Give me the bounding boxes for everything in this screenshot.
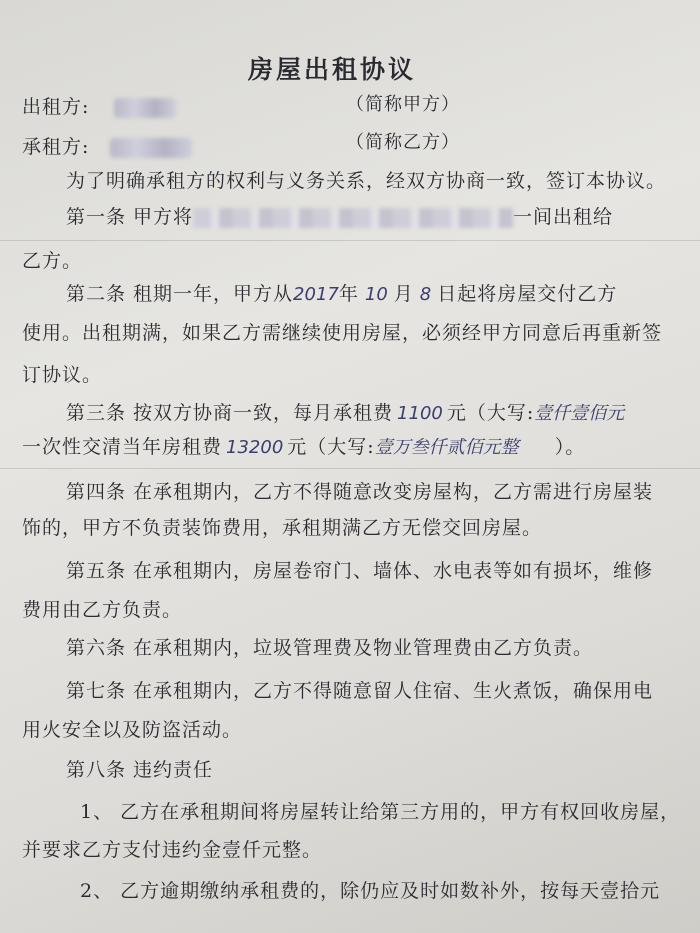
lessor-label: 出租方: <box>22 96 90 118</box>
yearly-rent: 13200 <box>226 437 284 458</box>
article-7: 第七条 在承租期内，乙方不得随意留人住宿、生火煮饭，确保用电 <box>66 680 654 702</box>
article-2 <box>66 279 617 306</box>
article-3-cont <box>22 432 585 459</box>
article-2-cont-2: 订协议。 <box>22 364 103 386</box>
article-4-cont: 饰的，甲方不负责装饰费用，承租期满乙方无偿交回房屋。 <box>22 517 543 539</box>
article-3 <box>66 398 624 425</box>
paper-fold <box>0 468 700 469</box>
article-7-cont: 用火安全以及防盗活动。 <box>22 719 243 741</box>
article-1-text-end: 一间出租给 <box>513 206 614 228</box>
paper-fold <box>0 240 700 241</box>
article-8: 第八条 违约责任 <box>66 759 214 781</box>
item-1: 1、 乙方在承租期间将房屋转让给第三方用的，甲方有权回收房屋， <box>80 801 681 823</box>
article-2-cont-1: 使用。出租期满，如果乙方需继续使用房屋，必须经甲方同意后再重新签 <box>22 322 663 344</box>
monthly-rent: 1100 <box>397 403 443 424</box>
lessee-name-redacted <box>110 138 192 158</box>
article-2-text: 第二条 租期一年，甲方从 <box>66 283 294 305</box>
lessee-label: 承租方: <box>22 136 90 158</box>
article-1-text: 第一条 甲方将 <box>66 206 194 228</box>
month-label: 月 <box>393 283 414 305</box>
monthly-rent-label: 元（大写: <box>446 402 535 424</box>
article-1 <box>66 202 613 229</box>
article-5-cont: 费用由乙方负责。 <box>22 599 183 621</box>
article-5: 第五条 在承租期内，房屋卷帘门、墙体、水电表等如有损坏，维修 <box>66 560 654 582</box>
article-6: 第六条 在承租期内，垃圾管理费及物业管理费由乙方负责。 <box>66 637 594 659</box>
item-2: 2、 乙方逾期缴纳承租费的，除仍应及时如数补外，按每天壹拾元 <box>80 880 661 902</box>
start-month: 10 <box>364 284 388 305</box>
item-1-cont: 并要求乙方支付违约金壹仟元整。 <box>22 839 323 861</box>
article-3-text-2: 一次性交清当年房租费 <box>22 436 223 458</box>
start-year: 2017 <box>293 284 339 305</box>
article-2-text-end: 日起将房屋交付乙方 <box>437 283 618 305</box>
year-label: 年 <box>338 283 359 305</box>
lessor-abbr: （简称甲方） <box>346 94 460 115</box>
preamble: 为了明确承租方的权利与义务关系，经双方协商一致，签订本协议。 <box>66 170 667 192</box>
page-title: 房屋出租协议 <box>248 55 417 84</box>
lessor-row <box>22 92 176 119</box>
article-1-cont: 乙方。 <box>22 250 83 272</box>
yearly-rent-label: 元（大写: <box>287 436 375 458</box>
article-3-close: ）。 <box>554 436 586 458</box>
lessee-abbr: （简称乙方） <box>346 132 460 153</box>
monthly-rent-upper: 壹仟壹佰元 <box>534 403 625 424</box>
lessee-row <box>22 132 192 159</box>
property-address-redacted <box>193 208 513 228</box>
yearly-rent-upper: 壹万叁仟贰佰元整 <box>374 437 519 458</box>
article-4: 第四条 在承租期内，乙方不得随意改变房屋构，乙方需进行房屋装 <box>66 481 654 503</box>
start-day: 8 <box>419 284 432 305</box>
article-3-text: 第三条 按双方协商一致，每月承租费 <box>66 402 394 424</box>
lessor-name-redacted <box>114 98 176 118</box>
